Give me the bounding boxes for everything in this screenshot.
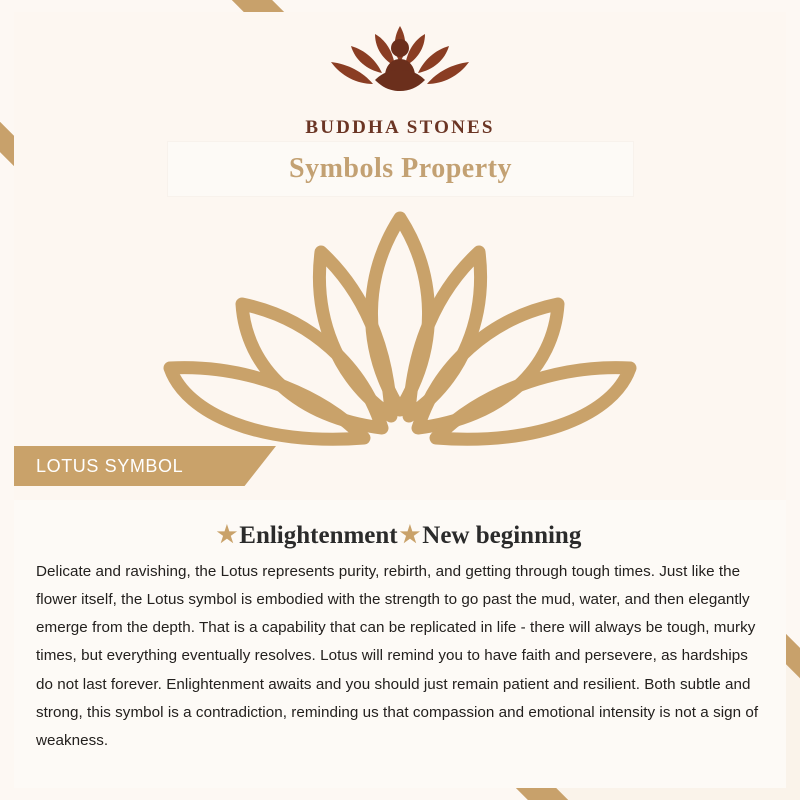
lotus-meditation-figure-icon <box>305 18 495 113</box>
brand-logo <box>0 18 800 139</box>
lotus-symbol-label <box>14 446 183 486</box>
headline-word-two: New beginning <box>422 522 582 549</box>
description-paragraph: Delicate and ravishing, the Lotus represents purity, rebirth, and getting through tough times. Just like the flower itself, the Lotus symbol is embodied with the strength to go past the mud, water, and then elegantly emerge from the depth. That is a capability that can be replicated in life - there will always be tough, murky times, but everything eventually resolves. Lotus will remind you to have faith and persevere, as hardships do not last forever. Enlightenment awaits and you should just remain patient and resilient. Both subtle and strong, this symbol is a contradiction, reminding us that compassion and emotional intensity is not a sign of weakness. <box>36 563 759 749</box>
brand-name: BUDDHA STONES <box>305 117 495 138</box>
headline <box>36 522 764 550</box>
star-icon-middle: ★ <box>399 522 421 547</box>
page-title <box>168 142 633 196</box>
label-tab-text: LOTUS SYMBOL <box>36 455 184 476</box>
description-block <box>14 500 786 788</box>
page-title-text: Symbols Property <box>289 153 512 184</box>
star-icon-left: ★ <box>216 522 238 547</box>
headline-word-one: Enlightenment <box>239 522 398 549</box>
